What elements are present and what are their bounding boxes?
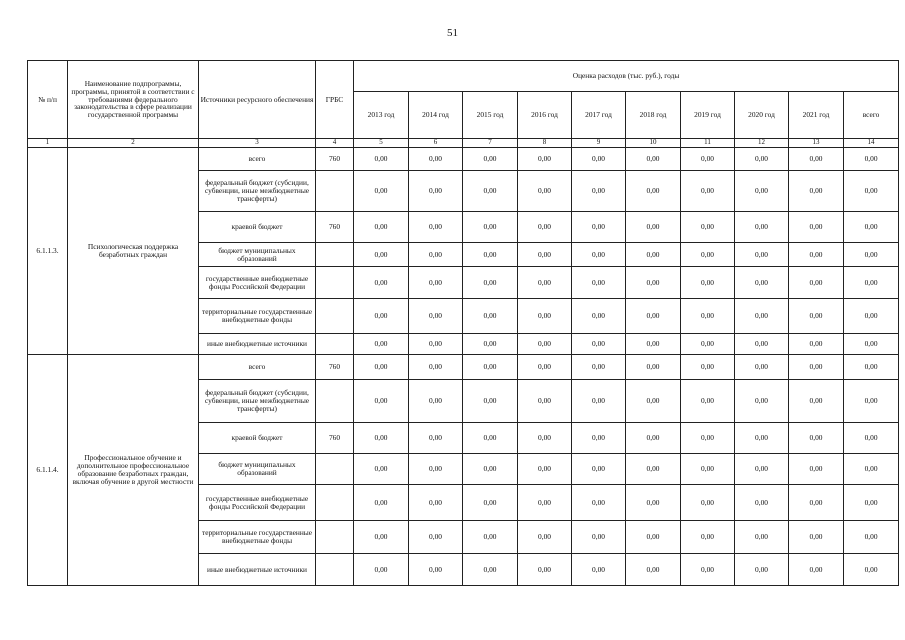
- value-cell: 0,00: [354, 171, 409, 212]
- value-cell: 0,00: [354, 554, 409, 586]
- grbs-code: [316, 267, 354, 299]
- value-cell: 0,00: [844, 267, 899, 299]
- value-cell: 0,00: [354, 148, 409, 171]
- value-cell: 0,00: [572, 521, 626, 554]
- value-cell: 0,00: [572, 355, 626, 380]
- value-cell: 0,00: [409, 299, 463, 334]
- column-index: 13: [789, 139, 844, 148]
- value-cell: 0,00: [789, 554, 844, 586]
- value-cell: 0,00: [626, 299, 681, 334]
- value-cell: 0,00: [681, 299, 735, 334]
- value-cell: 0,00: [681, 454, 735, 485]
- value-cell: 0,00: [518, 267, 572, 299]
- item-code: 6.1.1.3.: [28, 148, 68, 355]
- value-cell: 0,00: [572, 380, 626, 423]
- value-cell: 0,00: [789, 334, 844, 355]
- column-index: 1: [28, 139, 68, 148]
- column-index: 7: [463, 139, 518, 148]
- value-cell: 0,00: [626, 355, 681, 380]
- value-cell: 0,00: [789, 267, 844, 299]
- table-row: [28, 148, 899, 171]
- column-index: 8: [518, 139, 572, 148]
- value-cell: 0,00: [518, 554, 572, 586]
- funding-source: федеральный бюджет (субсидии, субвенции, иные межбюджетные трансферты): [199, 380, 316, 423]
- value-cell: 0,00: [354, 334, 409, 355]
- value-cell: 0,00: [463, 212, 518, 243]
- grbs-code: [316, 171, 354, 212]
- value-cell: 0,00: [735, 454, 789, 485]
- value-cell: 0,00: [354, 423, 409, 454]
- value-cell: 0,00: [354, 485, 409, 521]
- value-cell: 0,00: [681, 171, 735, 212]
- value-cell: 0,00: [409, 334, 463, 355]
- value-cell: 0,00: [735, 243, 789, 267]
- value-cell: 0,00: [844, 212, 899, 243]
- value-cell: 0,00: [626, 334, 681, 355]
- value-cell: 0,00: [844, 521, 899, 554]
- value-cell: 0,00: [572, 148, 626, 171]
- page-number: 51: [447, 27, 458, 39]
- funding-source: бюджет муниципальных образований: [199, 454, 316, 485]
- grbs-code: 760: [316, 212, 354, 243]
- value-cell: 0,00: [844, 454, 899, 485]
- column-index: 11: [681, 139, 735, 148]
- value-cell: 0,00: [354, 355, 409, 380]
- column-index: 9: [572, 139, 626, 148]
- value-cell: 0,00: [518, 299, 572, 334]
- header-year: всего: [844, 92, 899, 139]
- value-cell: 0,00: [409, 212, 463, 243]
- value-cell: 0,00: [572, 171, 626, 212]
- funding-source: всего: [199, 355, 316, 380]
- value-cell: 0,00: [463, 171, 518, 212]
- funding-source: всего: [199, 148, 316, 171]
- value-cell: 0,00: [463, 243, 518, 267]
- header-year: 2014 год: [409, 92, 463, 139]
- column-index: 10: [626, 139, 681, 148]
- value-cell: 0,00: [844, 171, 899, 212]
- value-cell: 0,00: [789, 454, 844, 485]
- value-cell: 0,00: [572, 212, 626, 243]
- value-cell: 0,00: [626, 212, 681, 243]
- value-cell: 0,00: [518, 334, 572, 355]
- value-cell: 0,00: [518, 148, 572, 171]
- header-year: 2017 год: [572, 92, 626, 139]
- value-cell: 0,00: [518, 485, 572, 521]
- value-cell: 0,00: [463, 299, 518, 334]
- value-cell: 0,00: [681, 380, 735, 423]
- value-cell: 0,00: [735, 355, 789, 380]
- header-number: № п/п: [28, 61, 68, 139]
- value-cell: 0,00: [789, 521, 844, 554]
- grbs-code: [316, 380, 354, 423]
- value-cell: 0,00: [409, 355, 463, 380]
- value-cell: 0,00: [681, 267, 735, 299]
- value-cell: 0,00: [463, 485, 518, 521]
- value-cell: 0,00: [789, 299, 844, 334]
- grbs-code: [316, 485, 354, 521]
- value-cell: 0,00: [844, 334, 899, 355]
- header-year: 2016 год: [518, 92, 572, 139]
- funding-source: государственные внебюджетные фонды Российской Федерации: [199, 267, 316, 299]
- value-cell: 0,00: [626, 454, 681, 485]
- value-cell: 0,00: [463, 267, 518, 299]
- value-cell: 0,00: [572, 243, 626, 267]
- value-cell: 0,00: [572, 554, 626, 586]
- column-index: 4: [316, 139, 354, 148]
- grbs-code: [316, 243, 354, 267]
- value-cell: 0,00: [681, 243, 735, 267]
- value-cell: 0,00: [844, 299, 899, 334]
- header-year: 2013 год: [354, 92, 409, 139]
- column-index: 6: [409, 139, 463, 148]
- funding-source: государственные внебюджетные фонды Российской Федерации: [199, 485, 316, 521]
- column-index: 12: [735, 139, 789, 148]
- value-cell: 0,00: [626, 267, 681, 299]
- value-cell: 0,00: [789, 485, 844, 521]
- value-cell: 0,00: [844, 355, 899, 380]
- grbs-code: [316, 554, 354, 586]
- value-cell: 0,00: [735, 267, 789, 299]
- value-cell: 0,00: [789, 243, 844, 267]
- value-cell: 0,00: [626, 243, 681, 267]
- grbs-code: 760: [316, 355, 354, 380]
- index-row: [28, 139, 899, 148]
- value-cell: 0,00: [681, 521, 735, 554]
- value-cell: 0,00: [463, 423, 518, 454]
- value-cell: 0,00: [354, 243, 409, 267]
- item-name: Профессиональное обучение и дополнительное профессиональное образование безработных граждан, включая обучение в другой местности: [68, 355, 199, 586]
- value-cell: 0,00: [354, 212, 409, 243]
- value-cell: 0,00: [735, 334, 789, 355]
- column-index: 3: [199, 139, 316, 148]
- value-cell: 0,00: [681, 212, 735, 243]
- value-cell: 0,00: [354, 521, 409, 554]
- budget-table: [27, 60, 899, 586]
- value-cell: 0,00: [735, 171, 789, 212]
- value-cell: 0,00: [844, 554, 899, 586]
- value-cell: 0,00: [409, 148, 463, 171]
- value-cell: 0,00: [409, 171, 463, 212]
- header-year: 2020 год: [735, 92, 789, 139]
- value-cell: 0,00: [463, 380, 518, 423]
- value-cell: 0,00: [518, 454, 572, 485]
- value-cell: 0,00: [681, 554, 735, 586]
- value-cell: 0,00: [626, 171, 681, 212]
- value-cell: 0,00: [735, 554, 789, 586]
- funding-source: иные внебюджетные источники: [199, 554, 316, 586]
- value-cell: 0,00: [409, 267, 463, 299]
- value-cell: 0,00: [626, 485, 681, 521]
- value-cell: 0,00: [572, 299, 626, 334]
- grbs-code: 760: [316, 423, 354, 454]
- value-cell: 0,00: [789, 148, 844, 171]
- value-cell: 0,00: [735, 521, 789, 554]
- header-source: Источники ресурсного обеспечения: [199, 61, 316, 139]
- column-index: 2: [68, 139, 199, 148]
- funding-source: территориальные государственные внебюджетные фонды: [199, 299, 316, 334]
- value-cell: 0,00: [409, 454, 463, 485]
- value-cell: 0,00: [844, 380, 899, 423]
- value-cell: 0,00: [681, 485, 735, 521]
- column-index: 14: [844, 139, 899, 148]
- header-estimate: Оценка расходов (тыс. руб.), годы: [354, 61, 899, 92]
- funding-source: бюджет муниципальных образований: [199, 243, 316, 267]
- value-cell: 0,00: [572, 454, 626, 485]
- value-cell: 0,00: [681, 355, 735, 380]
- value-cell: 0,00: [572, 485, 626, 521]
- table-row: [28, 355, 899, 380]
- value-cell: 0,00: [735, 299, 789, 334]
- funding-source: краевой бюджет: [199, 212, 316, 243]
- funding-source: иные внебюджетные источники: [199, 334, 316, 355]
- value-cell: 0,00: [735, 148, 789, 171]
- header-year: 2018 год: [626, 92, 681, 139]
- value-cell: 0,00: [626, 554, 681, 586]
- value-cell: 0,00: [844, 243, 899, 267]
- value-cell: 0,00: [354, 380, 409, 423]
- value-cell: 0,00: [518, 355, 572, 380]
- value-cell: 0,00: [789, 171, 844, 212]
- value-cell: 0,00: [409, 554, 463, 586]
- value-cell: 0,00: [354, 454, 409, 485]
- funding-source: территориальные государственные внебюджетные фонды: [199, 521, 316, 554]
- header-name: Наименование подпрограммы, программы, принятой в соответствии с требованиями федерального законодательства в сфере реализации государственной программы: [68, 61, 199, 139]
- value-cell: 0,00: [844, 485, 899, 521]
- column-index: 5: [354, 139, 409, 148]
- header-year: 2019 год: [681, 92, 735, 139]
- value-cell: 0,00: [572, 423, 626, 454]
- value-cell: 0,00: [572, 267, 626, 299]
- value-cell: 0,00: [626, 380, 681, 423]
- value-cell: 0,00: [354, 299, 409, 334]
- value-cell: 0,00: [409, 423, 463, 454]
- value-cell: 0,00: [518, 380, 572, 423]
- value-cell: 0,00: [626, 148, 681, 171]
- value-cell: 0,00: [844, 148, 899, 171]
- value-cell: 0,00: [572, 334, 626, 355]
- value-cell: 0,00: [463, 148, 518, 171]
- value-cell: 0,00: [735, 212, 789, 243]
- funding-source: федеральный бюджет (субсидии, субвенции, иные межбюджетные трансферты): [199, 171, 316, 212]
- value-cell: 0,00: [409, 485, 463, 521]
- value-cell: 0,00: [626, 423, 681, 454]
- value-cell: 0,00: [463, 355, 518, 380]
- value-cell: 0,00: [463, 334, 518, 355]
- value-cell: 0,00: [681, 334, 735, 355]
- value-cell: 0,00: [409, 380, 463, 423]
- table-header: [28, 61, 899, 148]
- value-cell: 0,00: [518, 521, 572, 554]
- value-cell: 0,00: [789, 355, 844, 380]
- grbs-code: [316, 334, 354, 355]
- value-cell: 0,00: [518, 171, 572, 212]
- value-cell: 0,00: [735, 485, 789, 521]
- grbs-code: 760: [316, 148, 354, 171]
- value-cell: 0,00: [518, 212, 572, 243]
- value-cell: 0,00: [735, 380, 789, 423]
- value-cell: 0,00: [789, 380, 844, 423]
- item-code: 6.1.1.4.: [28, 355, 68, 586]
- grbs-code: [316, 521, 354, 554]
- value-cell: 0,00: [518, 243, 572, 267]
- value-cell: 0,00: [626, 521, 681, 554]
- value-cell: 0,00: [463, 521, 518, 554]
- value-cell: 0,00: [354, 267, 409, 299]
- value-cell: 0,00: [518, 423, 572, 454]
- value-cell: 0,00: [681, 148, 735, 171]
- value-cell: 0,00: [463, 454, 518, 485]
- value-cell: 0,00: [789, 212, 844, 243]
- value-cell: 0,00: [735, 423, 789, 454]
- value-cell: 0,00: [409, 243, 463, 267]
- value-cell: 0,00: [681, 423, 735, 454]
- value-cell: 0,00: [463, 554, 518, 586]
- value-cell: 0,00: [844, 423, 899, 454]
- value-cell: 0,00: [789, 423, 844, 454]
- grbs-code: [316, 299, 354, 334]
- header-grbs: ГРБС: [316, 61, 354, 139]
- table-body: [28, 148, 899, 586]
- value-cell: 0,00: [409, 521, 463, 554]
- grbs-code: [316, 454, 354, 485]
- header-year: 2021 год: [789, 92, 844, 139]
- funding-source: краевой бюджет: [199, 423, 316, 454]
- header-year: 2015 год: [463, 92, 518, 139]
- item-name: Психологическая поддержка безработных граждан: [68, 148, 199, 355]
